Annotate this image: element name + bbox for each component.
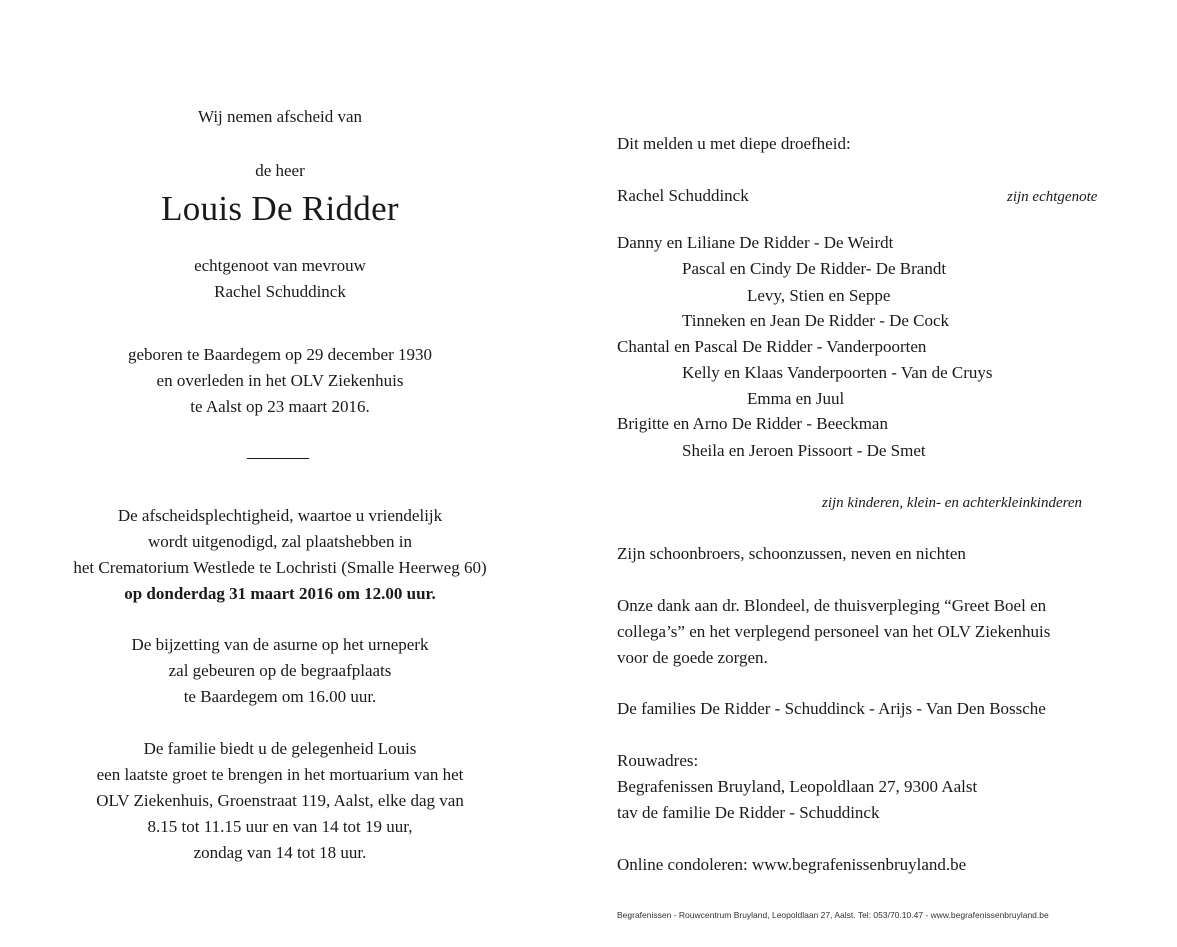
- family-member: Pascal en Cindy De Ridder- De Brandt: [682, 259, 947, 278]
- family-member: Sheila en Jeroen Pissoort - De Smet: [682, 441, 926, 460]
- inlaws-text: Zijn schoonbroers, schoonzussen, neven en nichten: [617, 544, 966, 563]
- burial-line-1: De bijzetting van de asurne op het urneperk: [131, 635, 429, 654]
- family-role: zijn kinderen, klein- en achterkleinkinderen: [822, 495, 1083, 511]
- families-text: De families De Ridder - Schuddinck - Arijs - Van Den Bossche: [617, 699, 1046, 718]
- visit-line-3: OLV Ziekenhuis, Groenstraat 119, Aalst, elke dag van: [96, 791, 464, 810]
- deceased-name: Louis De Ridder: [161, 189, 399, 228]
- birth-line-3: te Aalst op 23 maart 2016.: [190, 397, 370, 416]
- title-text: de heer: [255, 161, 305, 180]
- thanks-line-2: collega’s” en het verplegend personeel van het OLV Ziekenhuis: [617, 622, 1051, 641]
- spouse-role: zijn echtgenote: [1007, 189, 1098, 205]
- address-line-2: tav de familie De Ridder - Schuddinck: [617, 803, 880, 822]
- address-line-1: Begrafenissen Bruyland, Leopoldlaan 27, 9300 Aalst: [617, 777, 978, 796]
- birth-line-2: en overleden in het OLV Ziekenhuis: [156, 371, 404, 390]
- family-member: Danny en Liliane De Ridder - De Weirdt: [617, 233, 894, 252]
- visit-line-2: een laatste groet te brengen in het mortuarium van het: [96, 765, 464, 784]
- online-condolence: Online condoleren: www.begrafenissenbruyland.be: [617, 855, 967, 874]
- birth-line-1: geboren te Baardegem op 29 december 1930: [128, 345, 432, 364]
- spouse-name: Rachel Schuddinck: [617, 186, 749, 205]
- divider: [247, 458, 309, 459]
- intro-text: Wij nemen afscheid van: [197, 107, 363, 126]
- ceremony-line-3: het Crematorium Westlede te Lochristi (Smalle Heerweg 60): [73, 558, 487, 577]
- family-member: Kelly en Klaas Vanderpoorten - Van de Cruys: [682, 363, 993, 382]
- spouse-line-2: Rachel Schuddinck: [214, 282, 346, 301]
- visit-line-5: zondag van 14 tot 18 uur.: [193, 843, 367, 862]
- ceremony-line-1: De afscheidsplechtigheid, waartoe u vriendelijk: [117, 506, 443, 525]
- visit-line-1: De familie biedt u de gelegenheid Louis: [143, 739, 417, 758]
- family-member: Levy, Stien en Seppe: [747, 286, 891, 305]
- family-member: Emma en Juul: [747, 389, 845, 408]
- family-member: Chantal en Pascal De Ridder - Vanderpoorten: [617, 337, 927, 356]
- footer-imprint: Begrafenissen - Rouwcentrum Bruyland, Leopoldlaan 27, Aalst. Tel: 053/70.10.47 - www.begrafenissenbruyland.be: [617, 910, 1049, 920]
- announcement-intro: Dit melden u met diepe droefheid:: [617, 134, 851, 153]
- spouse-line-1: echtgenoot van mevrouw: [194, 256, 366, 275]
- ceremony-date: op donderdag 31 maart 2016 om 12.00 uur.: [124, 584, 436, 603]
- burial-line-3: te Baardegem om 16.00 uur.: [183, 687, 377, 706]
- thanks-line-1: Onze dank aan dr. Blondeel, de thuisverpleging “Greet Boel en: [617, 596, 1047, 615]
- burial-line-2: zal gebeuren op de begraafplaats: [168, 661, 392, 680]
- thanks-line-3: voor de goede zorgen.: [617, 648, 768, 667]
- ceremony-line-2: wordt uitgenodigd, zal plaatshebben in: [148, 532, 412, 551]
- address-label: Rouwadres:: [617, 751, 699, 770]
- family-member: Tinneken en Jean De Ridder - De Cock: [682, 311, 950, 330]
- visit-line-4: 8.15 tot 11.15 uur en van 14 tot 19 uur,: [147, 817, 413, 836]
- family-member: Brigitte en Arno De Ridder - Beeckman: [617, 414, 888, 433]
